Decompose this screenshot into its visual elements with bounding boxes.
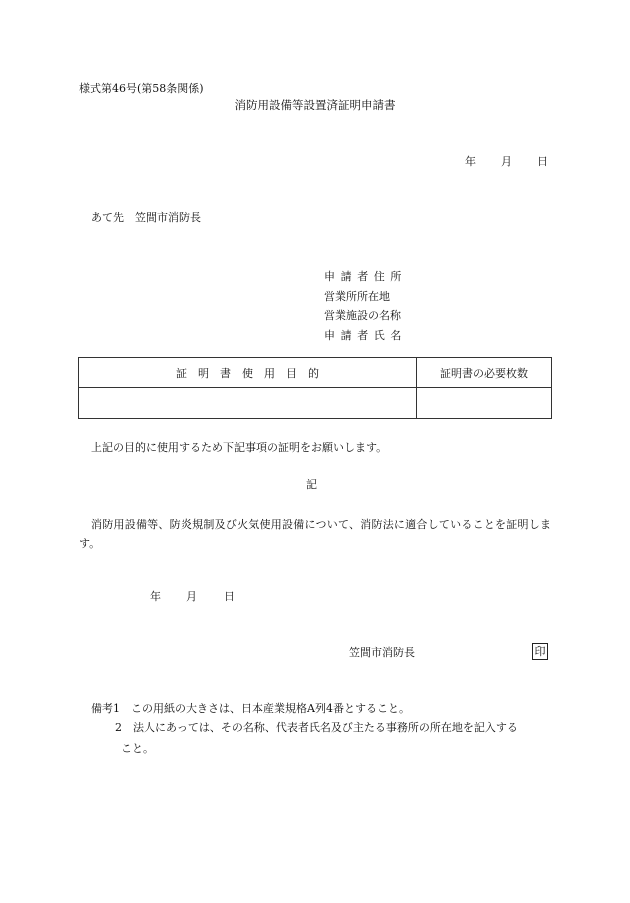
date-month-label: 月 xyxy=(501,155,512,168)
note-2-continuation: こと。 xyxy=(121,742,154,755)
form-number: 様式第46号(第58条関係) xyxy=(79,82,204,95)
applicant-address-label: 申請者住所 xyxy=(324,270,407,283)
cert-year-label: 年 xyxy=(150,590,161,603)
purpose-input-cell[interactable] xyxy=(79,388,417,419)
date-day-label: 日 xyxy=(537,155,548,168)
certification-text: 消防用設備等、防炎規制及び火気使用設備について、消防法に適合していることを証明します。 xyxy=(79,518,551,550)
applicant-name-label: 申請者氏名 xyxy=(324,328,407,342)
note-1: 備考1 この用紙の大きさは、日本産業規格A列4番とすること。 xyxy=(91,702,410,715)
count-header: 証明書の必要枚数 xyxy=(417,358,552,388)
purpose-header: 証明書使用目的 xyxy=(79,358,417,388)
date-year-label: 年 xyxy=(465,155,476,168)
facility-name-label: 営業施設の名称 xyxy=(324,309,401,322)
office-location-label: 営業所所在地 xyxy=(324,289,390,303)
addressee: あて先 笠間市消防長 xyxy=(91,211,201,224)
note-2: 2 法人にあっては、その名称、代表者氏名及び主たる事務所の所在地を記入する xyxy=(115,721,518,734)
ki-heading: 記 xyxy=(306,478,317,491)
count-input-cell[interactable] xyxy=(417,388,552,419)
cert-month-label: 月 xyxy=(186,590,197,603)
application-date xyxy=(465,155,548,168)
purpose-table xyxy=(78,357,552,419)
request-text: 上記の目的に使用するため下記事項の証明をお願いします。 xyxy=(91,441,388,454)
page-title: 消防用設備等設置済証明申請書 xyxy=(234,98,396,112)
issuer-name: 笠間市消防長 xyxy=(349,646,415,659)
cert-day-label: 日 xyxy=(224,590,235,603)
seal-mark: 印 xyxy=(532,643,548,660)
certification-date xyxy=(150,590,235,603)
applicant-fields xyxy=(324,267,407,345)
